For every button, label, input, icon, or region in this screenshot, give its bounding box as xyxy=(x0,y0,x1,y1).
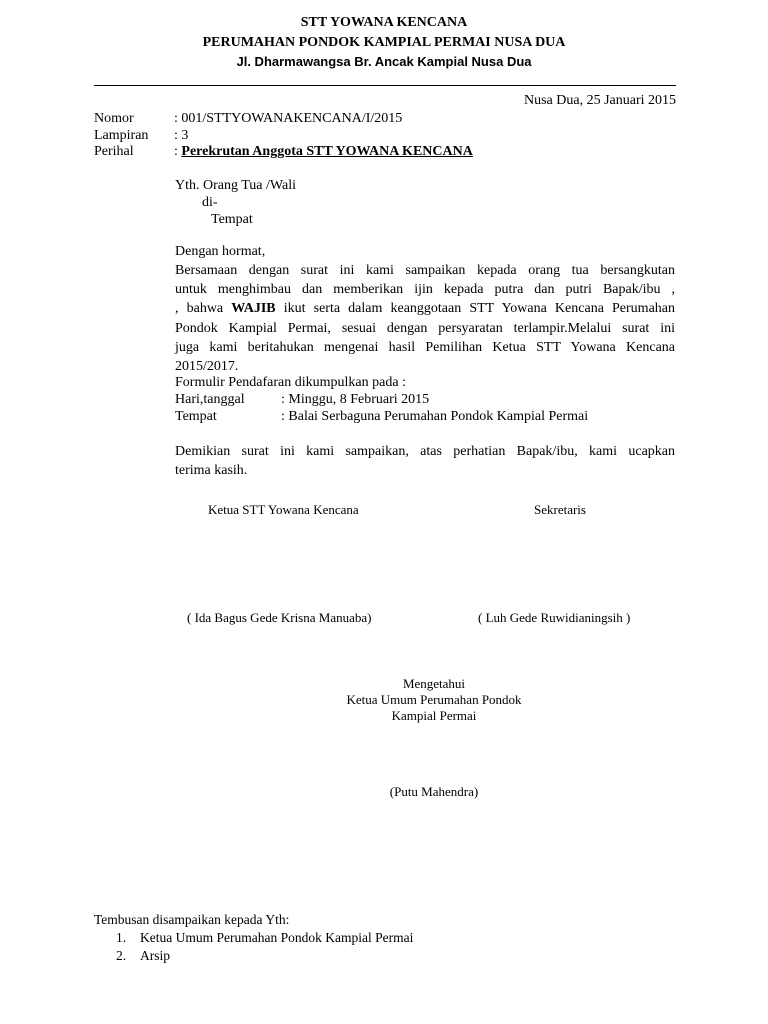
form-intro: Formulir Pendafaran dikumpulkan pada : xyxy=(175,375,406,390)
closing-paragraph xyxy=(175,442,675,480)
letterhead-housing: PERUMAHAN PONDOK KAMPIAL PERMAI NUSA DUA xyxy=(202,35,566,50)
recipient-line-3: Tempat xyxy=(211,212,253,227)
closing-line: terima kasih. xyxy=(175,463,248,479)
ack-title-line-2: Kampial Permai xyxy=(391,708,477,723)
cc-item xyxy=(94,929,413,947)
body-line: Pondok Kampial Permai, sesuai dengan persyaratan terlampir.Melalui surat ini xyxy=(175,320,675,336)
ack-title-line-1: Ketua Umum Perumahan Pondok xyxy=(346,692,522,707)
ack-name: (Putu Mahendra) xyxy=(389,784,479,799)
lampiran-label: Lampiran xyxy=(94,128,149,143)
cc-intro: Tembusan disampaikan kepada Yth: xyxy=(94,912,290,927)
cc-item-text: Ketua Umum Perumahan Pondok Kampial Permai xyxy=(140,930,414,945)
perihal-label: Perihal xyxy=(94,144,134,159)
lampiran-value: : 3 xyxy=(174,128,189,143)
form-date-label: Hari,tanggal xyxy=(175,392,245,407)
letterhead-org: STT YOWANA KENCANA xyxy=(300,15,468,30)
closing-line: Demikian surat ini kami sampaikan, atas perhatian Bapak/ibu, kami ucapkan xyxy=(175,444,675,459)
letterhead-divider xyxy=(94,85,676,86)
cc-item xyxy=(94,947,413,965)
cc-item-number: 2. xyxy=(116,948,127,963)
place-date: Nusa Dua, 25 Januari 2015 xyxy=(523,93,676,108)
body-line: Bersamaan dengan surat ini kami sampaikan kepada orang tua bersangkutan xyxy=(175,263,675,278)
body-line: 2015/2017. xyxy=(175,358,239,374)
right-signatory-name: ( Luh Gede Ruwidianingsih ) xyxy=(478,610,631,625)
body-line: juga kami beritahukan mengenai hasil Pemilihan Ketua STT Yowana Kencana xyxy=(175,339,675,355)
form-date-value: : Minggu, 8 Februari 2015 xyxy=(281,392,430,407)
wajib-emphasis: WAJIB xyxy=(231,301,276,317)
perihal-value: Perekrutan Anggota STT YOWANA KENCANA xyxy=(181,144,473,159)
nomor-label: Nomor xyxy=(94,111,134,126)
greeting: Dengan hormat, xyxy=(175,244,266,259)
recipient-line-2: di- xyxy=(202,195,218,210)
perihal-row xyxy=(174,144,473,160)
body-line: untuk menghimbau dan memberikan ijin kepada putra dan putri Bapak/ibu , xyxy=(175,282,675,298)
right-signatory-title: Sekretaris xyxy=(534,502,586,517)
nomor-value: : 001/STTYOWANAKENCANA/I/2015 xyxy=(174,111,403,126)
ack-label: Mengetahui xyxy=(402,676,466,691)
recipient-line-1: Yth. Orang Tua /Wali xyxy=(175,178,296,193)
body-text: , bahwa xyxy=(175,301,232,317)
perihal-colon: : xyxy=(174,144,182,159)
letterhead-address: Jl. Dharmawangsa Br. Ancak Kampial Nusa Dua xyxy=(236,54,532,69)
cc-item-number: 1. xyxy=(116,930,127,945)
body-line xyxy=(175,299,675,318)
left-signatory-title: Ketua STT Yowana Kencana xyxy=(208,502,359,517)
left-signatory-name: ( Ida Bagus Gede Krisna Manuaba) xyxy=(187,610,372,625)
body-paragraph xyxy=(175,261,675,376)
cc-item-text: Arsip xyxy=(140,948,170,963)
cc-list xyxy=(94,929,413,965)
form-place-label: Tempat xyxy=(175,409,217,424)
body-text: ikut serta dalam keanggotaan STT Yowana Kencana Perumahan xyxy=(275,301,675,317)
form-place-value: : Balai Serbaguna Perumahan Pondok Kampial Permai xyxy=(281,409,589,424)
